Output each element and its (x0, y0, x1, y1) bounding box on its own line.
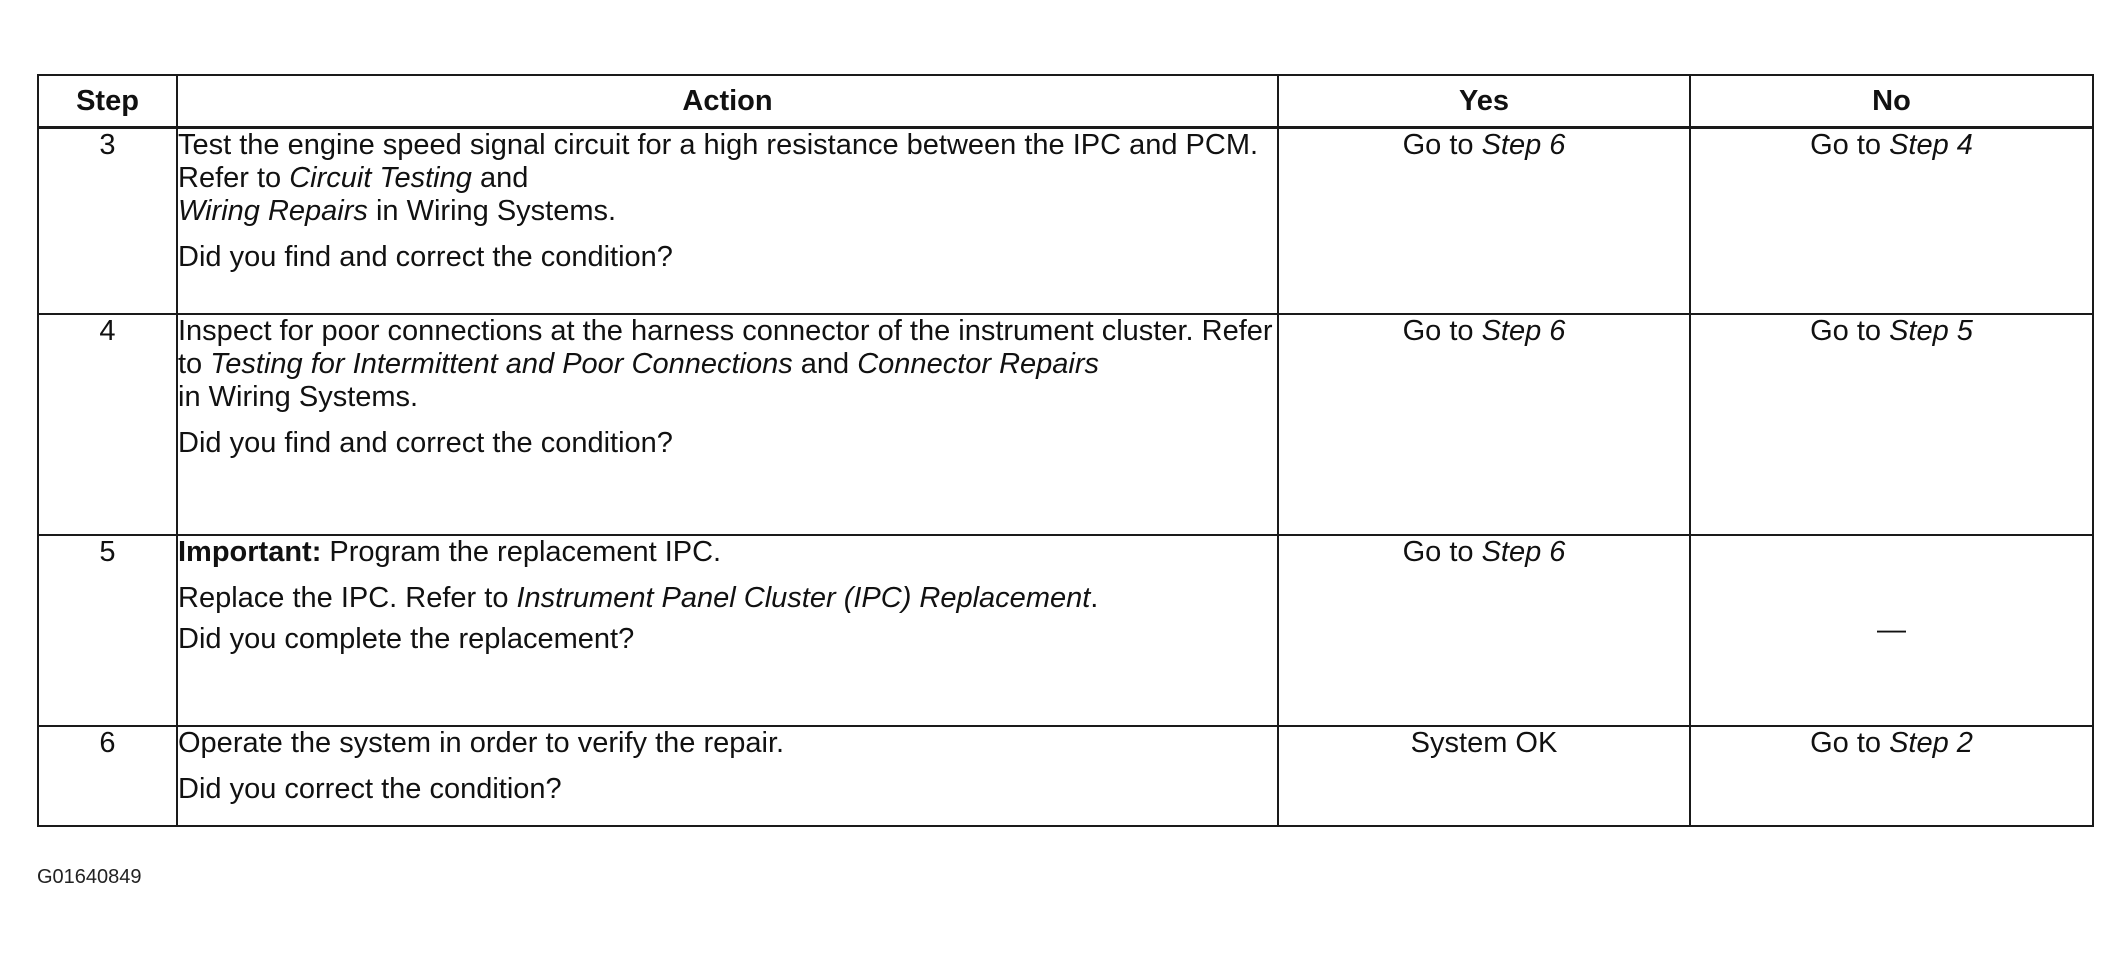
yes-result: Go to Step 6 (1278, 128, 1690, 315)
header-step: Step (38, 75, 177, 128)
yes-result: System OK (1278, 726, 1690, 826)
table-row (38, 535, 2093, 726)
action-question: Did you find and correct the condition? (178, 241, 673, 273)
diagnostic-table (37, 74, 2094, 827)
no-result: — (1690, 535, 2093, 726)
table-row (38, 128, 2093, 315)
action-cell (177, 535, 1278, 726)
reference-link: Circuit Testing (289, 162, 472, 194)
action-instruction: Replace the IPC. Refer to Instrument Panel Cluster (IPC) Replacement. (178, 582, 1099, 614)
reference-link: Instrument Panel Cluster (IPC) Replacement (516, 582, 1091, 614)
action-instruction: Inspect for poor connections at the harness connector of the instrument cluster. Refer to Testing for Intermittent and Poor Connections and Connector Repairs in Wiring Systems. (178, 315, 1273, 413)
important-note: Important: Program the replacement IPC. (178, 536, 722, 568)
yes-result: Go to Step 6 (1278, 535, 1690, 726)
reference-link: Testing for Intermittent and Poor Connections (210, 348, 793, 380)
step-number: 4 (38, 314, 177, 535)
important-label: Important: (178, 536, 322, 568)
header-yes: Yes (1278, 75, 1690, 128)
table-row (38, 726, 2093, 826)
no-result: Go to Step 5 (1690, 314, 2093, 535)
step-number: 6 (38, 726, 177, 826)
no-result: Go to Step 4 (1690, 128, 2093, 315)
no-result: Go to Step 2 (1690, 726, 2093, 826)
step-number: 5 (38, 535, 177, 726)
table-row (38, 314, 2093, 535)
action-question: Did you find and correct the condition? (178, 427, 673, 459)
action-cell (177, 726, 1278, 826)
action-instruction: Operate the system in order to verify the repair. (178, 727, 785, 759)
header-no: No (1690, 75, 2093, 128)
action-question: Did you correct the condition? (178, 773, 562, 805)
figure-id: G01640849 (37, 866, 142, 888)
reference-link: Wiring Repairs (178, 195, 368, 227)
table-header-row (38, 75, 2093, 128)
header-action: Action (177, 75, 1278, 128)
action-cell (177, 128, 1278, 315)
yes-result: Go to Step 6 (1278, 314, 1690, 535)
step-number: 3 (38, 128, 177, 315)
diagnostic-table-container (37, 74, 2092, 827)
reference-link: Connector Repairs (857, 348, 1100, 380)
action-cell (177, 314, 1278, 535)
action-question: Did you complete the replacement? (178, 623, 635, 655)
action-instruction: Test the engine speed signal circuit for a high resistance between the IPC and PCM. Refer to Circuit Testing and Wiring Repairs in Wiring Systems. (178, 129, 1259, 227)
